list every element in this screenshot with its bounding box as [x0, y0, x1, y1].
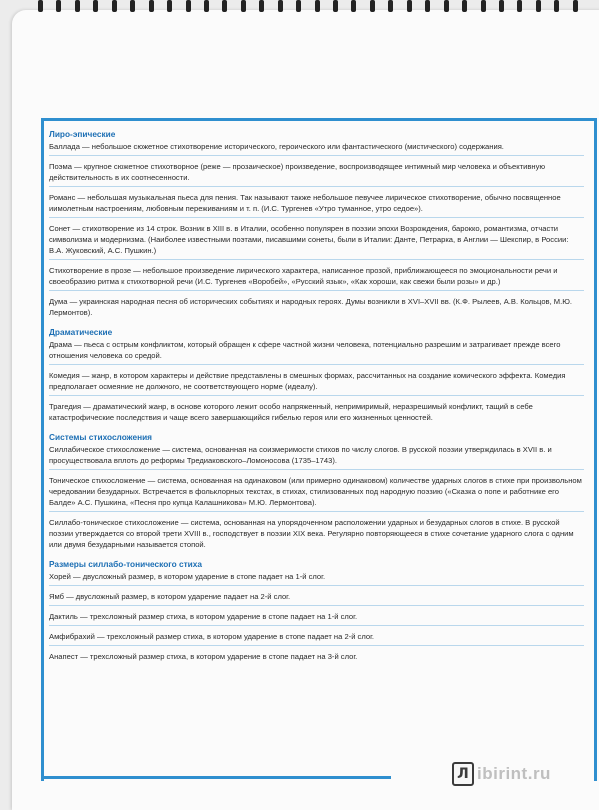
labirint-watermark [452, 762, 551, 786]
entry-romance: Романс — небольшая музыкальная пьеса для пения. Так называют также небольшое певучее лирическое стихотворение, обычно посвященное иимолетным настроениям, любовным переживаниям и т. п. (И.С. Тургенев «Утро туманное, утро седое»). [49, 192, 584, 218]
binder-hole [278, 0, 283, 12]
binder-hole [259, 0, 264, 12]
binder-hole [130, 0, 135, 12]
binder-hole [573, 0, 578, 12]
section-lyro-epic [49, 128, 584, 321]
entry-amphibrach: Амфибрахий — трехсложный размер стиха, в котором ударение в стопе падает на 2-й слог. [49, 631, 584, 646]
binder-hole [425, 0, 430, 12]
section-title: Размеры силлабо-тонического стиха [49, 559, 203, 569]
section-dramatic [49, 326, 584, 426]
binder-hole [93, 0, 98, 12]
binder-hole [241, 0, 246, 12]
entry-tonic: Тоническое стихосложение — система, основанная на одинаковом (или примерно одинаковом) количестве ударных слогов в стихе при произвольном чередовании безударных. Встречается в фольклорных текстах, в стихах, стилизованных под народную поэзию («Сказка о попе и работнике его Балде» А.С. Пушкина, «Песня про купца Калашникова» М.Ю. Лермонтова). [49, 475, 584, 512]
labirint-logo-icon: Л [452, 762, 474, 786]
binder-hole [517, 0, 522, 12]
entry-dactyl: Дактиль — трехсложный размер стиха, в котором ударение в стопе падает на 1-й слог. [49, 611, 584, 626]
binder-hole [222, 0, 227, 12]
entry-drama: Драма — пьеса с острым конфликтом, который обращен к сфере частной жизни человека, потенциально разрешим и затрагивает прежде всего отношения человека со средой. [49, 339, 584, 365]
binder-hole [38, 0, 43, 12]
binder-holes [38, 0, 578, 14]
binder-hole [388, 0, 393, 12]
entry-comedy: Комедия — жанр, в котором характеры и действие представлены в смешных формах, рассчитанных на создание комического эффекта. Комедия предполагает осмеяние не должного, не соответствующего норме (идеалу). [49, 370, 584, 396]
binder-hole [444, 0, 449, 12]
section-title: Системы стихосложения [49, 432, 153, 442]
binder-hole [481, 0, 486, 12]
binder-hole [315, 0, 320, 12]
binder-hole [333, 0, 338, 12]
binder-hole [499, 0, 504, 12]
binder-hole [554, 0, 559, 12]
entry-prose-poem: Стихотворение в прозе — небольшое произведение лирического характера, написанное прозой, приближающееся по эмоциональности речи и своеобразию ритма к стихотворной речи (И.С. Тургенев «Воробей», «Русский язык», «Как хороши, как свежи были розы» и др.) [49, 265, 584, 291]
entry-anapest: Анапест — трехсложный размер стиха, в котором ударение в стопе падает на 3-й слог. [49, 652, 358, 661]
section-meters [49, 558, 584, 665]
binder-hole [56, 0, 61, 12]
binder-hole [204, 0, 209, 12]
entry-poem: Поэма — крупное сюжетное стихотворное (реже — прозаическое) произведение, воспроизводящее интимный мир человека и объективную действительность в их соотнесенности. [49, 161, 584, 187]
binder-hole [351, 0, 356, 12]
entry-iamb: Ямб — двусложный размер, в котором ударение падает на 2-й слог. [49, 591, 584, 606]
entry-syllabic: Силлабическое стихосложение — система, основанная на соизмеримости стихов по числу слогов. В русской поэзии утверждилась в XVII в. и просуществовала вплоть до реформы Тредиаковского–Ломоносова (1735–1743). [49, 444, 584, 470]
binder-hole [167, 0, 172, 12]
reference-table [49, 128, 584, 670]
section-versification [49, 431, 584, 553]
binder-hole [296, 0, 301, 12]
binder-hole [462, 0, 467, 12]
entry-tragedy: Трагедия — драматический жанр, в основе которого лежит особо напряженный, непримиримый, неразрешимый конфликт, тащий в себе катастрофические последствия и чаще всего завершающийся гибелью героя или его жизненных ценностей. [49, 402, 533, 422]
binder-hole [186, 0, 191, 12]
frame-bottom-rule [41, 776, 391, 779]
section-title: Лиро-эпические [49, 129, 116, 139]
binder-hole [149, 0, 154, 12]
section-title: Драматические [49, 327, 113, 337]
entry-syllabo-tonic: Силлабо-тоническое стихосложение — система, основанная на упорядоченном расположении ударных и безударных слогов в стихе. В русской поэзии утверждается со второй трети XVIII в., господствует в поэзии XIX века. Регулярно повторяющееся в стихе сочетание ударного слога с одним или двумя безударными называется стопой. [49, 518, 574, 549]
entry-sonnet: Сонет — стихотворение из 14 строк. Возник в XIII в. в Италии, особенно популярен в поэзии эпохи Возрождения, барокко, романтизма, отчасти символизма и модернизма. (Наиболее известными поэтами, писавшими сонеты, были в Италии: Данте, Петрарка, в Англии — Шекспир, в России: В.А. Жуковский, А.С. Пушкин.) [49, 223, 584, 260]
binder-hole [407, 0, 412, 12]
binder-hole [75, 0, 80, 12]
binder-hole [536, 0, 541, 12]
binder-hole [370, 0, 375, 12]
entry-trochee: Хорей — двусложный размер, в котором ударение в стопе падает на 1-й слог. [49, 571, 584, 586]
watermark-text: ibirint.ru [477, 764, 551, 783]
entry-ballad: Баллада — небольшое сюжетное стихотворение исторического, героического или фантастического (мистического) содержания. [49, 141, 584, 156]
entry-duma: Дума — украинская народная песня об исторических событиях и народных героях. Думы возникли в XVI–XVII вв. (К.Ф. Рылеев, А.В. Кольцов, М.Ю. Лермонтов). [49, 297, 573, 317]
binder-hole [112, 0, 117, 12]
